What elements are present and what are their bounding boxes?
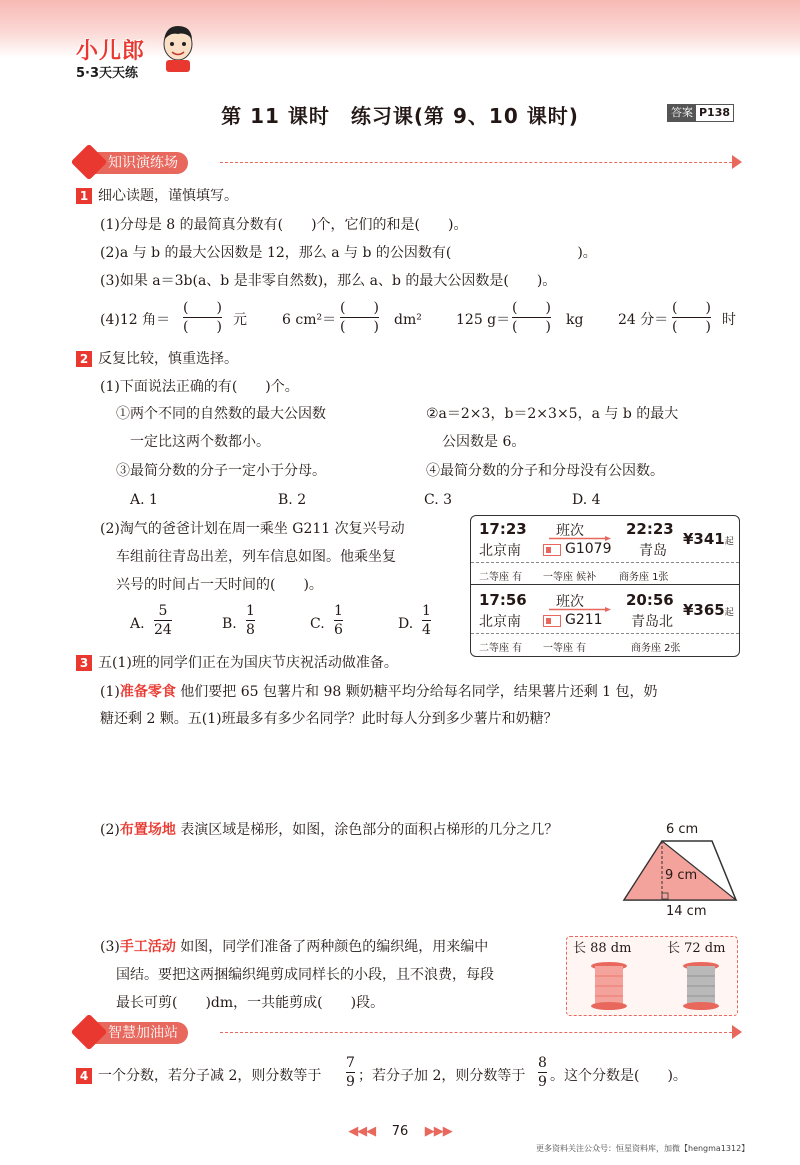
section-divider [220,1032,732,1033]
q2-part2-choice-b-label: B. [222,616,237,632]
q3-title: 五(1)班的同学们正在为国庆节庆祝活动做准备。 [98,655,398,671]
pink-rope-spool-icon [589,961,629,1011]
ticket1-arr-station: 青岛 [639,543,667,559]
answer-reference [667,104,734,122]
q1-part1: (1)分母是 8 的最简真分数有( )个，它们的和是( )。 [100,217,468,233]
q1-part4-d-unit: 时 [722,312,736,328]
q2-choice-b: B. 2 [278,492,307,508]
q2-part2-choice-a-label: A. [130,616,145,632]
q1-part4-c-unit: kg [566,312,584,328]
section-wisdom [70,1020,742,1046]
q1-part4-c-label: 125 g＝ [456,312,511,328]
rope2-length: 长 72 dm [667,941,726,956]
mascot-boy-icon [158,22,198,74]
q3-part2: (2)布置场地 表演区域是梯形，如图，涂色部分的面积占梯形的几分之几？ [100,822,559,838]
logo-sub-text: 5·3天天练 [76,66,139,81]
q2-part2-line2: 车组前往青岛出差，列车信息如图。他乘坐复 [116,549,396,565]
q2-choice-a: A. 1 [130,492,158,508]
q2-part2-choice-b-fraction: 1 8 [246,603,255,638]
ticket1-price: ¥341起 [683,530,734,548]
q2-part2-choice-c-fraction: 1 6 [334,603,343,638]
tag-craft: 手工活动 [119,939,176,955]
q4-text-a: 一个分数，若分子减 2，则分数等于 [98,1068,322,1084]
gray-rope-spool-icon [681,961,721,1011]
question-number-1: 1 [76,188,92,204]
ticket1-train: G1079 [565,541,612,557]
tag-snacks: 准备零食 [119,684,176,700]
q3-part1-line2: 糖还剩 2 颗。五(1)班最多有多少名同学？此时每人分到多少薯片和奶糖？ [100,711,558,727]
q2-option-3: ③最简分数的分子一定小于分母。 [116,463,326,479]
q2-part2-choice-c-label: C. [310,616,325,632]
section-practice-label: 知识演练场 [84,152,188,174]
q2-option-1b: 一定比这两个数都小。 [130,434,270,450]
q1-part4-b-fraction: ( ) ( ) [340,300,379,335]
ticket1-dep-time: 17:23 [479,520,527,538]
ticket2-seat-first: 一等座 有 [543,643,587,654]
ticket1-seat-second: 二等座 有 [479,572,523,583]
q2-choice-d: D. 4 [572,492,601,508]
q4-text-c: 。这个分数是( )。 [550,1068,687,1084]
q3-part3-line1: (3)手工活动 如图，同学们准备了两种颜色的编织绳，用来编中 [100,939,489,955]
ticket1-arr-time: 22:23 [626,520,674,538]
rope1-length: 长 88 dm [573,941,632,956]
q1-part2: (2)a 与 b 的最大公因数是 12，那么 a 与 b 的公因数有( )。 [100,245,597,261]
arrow-right-icon [732,1025,742,1039]
next-arrows-icon: ▶▶▶ [424,1124,452,1139]
ticket2-train: G211 [565,612,603,628]
q4-fraction-1: 7 9 [346,1055,355,1090]
q2-option-1a: ①两个不同的自然数的最大公因数 [116,406,326,422]
ticket1-seat-business: 商务座 1张 [619,572,669,583]
rope-diagram [566,936,738,1016]
ticket1-seat-first: 一等座 候补 [543,572,597,583]
ticket2-arr-station: 青岛北 [631,614,673,630]
section-practice [70,150,742,176]
prev-arrows-icon: ◀◀◀ [348,1124,376,1139]
answer-label: 答案 [668,105,696,121]
logo-main-text: 小儿郎 [76,39,146,64]
q2-option-2a: ②a＝2×3，b＝2×3×5，a 与 b 的最大 [426,406,679,422]
q2-option-2b: 公因数是 6。 [442,434,526,450]
q1-part4-c-fraction: ( ) ( ) [512,300,551,335]
question-number-4: 4 [76,1068,92,1084]
q3-part3-line2: 国结。要把这两捆编织绳剪成同样长的小段，且不浪费，每段 [116,967,494,983]
q4-fraction-2: 8 9 [538,1055,547,1090]
q1-part4-d-label: 24 分＝ [618,312,669,328]
q2-part2-line3: 兴号的时间占一天时间的( )。 [116,577,323,593]
q2-option-4: ④最简分数的分子和分母没有公因数。 [426,463,664,479]
q2-choice-c: C. 3 [424,492,453,508]
trapezoid-top-label: 6 cm [666,822,699,837]
q2-part2-choice-a-fraction: 5 24 [154,603,172,638]
q2-part2-choice-d-fraction: 1 4 [422,603,431,638]
answer-page: P138 [699,106,731,119]
arrow-right-icon [732,155,742,169]
q2-part2-choice-d-label: D. [398,616,414,632]
page-title: 第 11 课时 练习课(第 9、10 课时) [221,104,579,128]
tag-venue: 布置场地 [119,822,176,838]
q3-part3-line3: 最长可剪( )dm，一共能剪成( )段。 [116,995,385,1011]
ticket1-label: 班次 [556,523,584,539]
q2-part1: (1)下面说法正确的有( )个。 [100,379,299,395]
q2-title: 反复比较，慎重选择。 [98,351,238,367]
ticket2-dep-time: 17:56 [479,591,527,609]
q4-text-b: ；若分子加 2，则分数等于 [358,1068,526,1084]
ticket2-arr-time: 20:56 [626,591,674,609]
ticket2-seat-second: 二等座 有 [479,643,523,654]
q1-part4-a-fraction: ( ) ( ) [183,300,222,335]
brand-logo [62,22,212,92]
q1-part4-b-label: 6 cm²＝ [282,312,337,328]
ticket-separator [471,584,739,585]
ticket1-id-icon [543,544,561,556]
trapezoid-bottom-label: 14 cm [666,904,707,919]
q1-part4-d-fraction: ( ) ( ) [672,300,711,335]
q2-part2-line1: (2)淘气的爸爸计划在周一乘坐 G211 次复兴号动 [100,521,405,537]
ticket2-seat-business: 商务座 2张 [631,643,681,654]
ticket1-dep-station: 北京南 [479,543,521,559]
section-divider [220,162,732,163]
q1-title: 细心读题，谨慎填写。 [98,188,238,204]
train-info-card [470,515,740,657]
ticket2-divider [471,633,739,634]
q1-part4-a-label: (4)12 角＝ [100,312,171,328]
ticket2-price: ¥365起 [683,601,734,619]
q1-part4-a-unit: 元 [233,312,247,328]
q1-part3: (3)如果 a＝3b(a、b 是非零自然数)，那么 a、b 的最大公因数是( )。 [100,273,557,289]
footer-note: 更多资料关注公众号：恒星资料库，加微【hengma1312】 [536,1144,750,1153]
ticket2-dep-station: 北京南 [479,614,521,630]
question-number-3: 3 [76,655,92,671]
ticket1-divider [471,562,739,563]
ticket2-id-icon [543,615,561,627]
trapezoid-height-label: 9 cm [665,868,698,883]
q1-part4-b-unit: dm² [394,312,422,328]
page-number: ◀◀◀ 76 ▶▶▶ [348,1124,452,1139]
ticket2-label: 班次 [556,594,584,610]
question-number-2: 2 [76,351,92,367]
section-wisdom-label: 智慧加油站 [84,1022,188,1044]
q3-part1-line1: (1)准备零食 他们要把 65 包薯片和 98 颗奶糖平均分给每名同学，结果薯片还剩 1 包，奶 [100,684,658,700]
